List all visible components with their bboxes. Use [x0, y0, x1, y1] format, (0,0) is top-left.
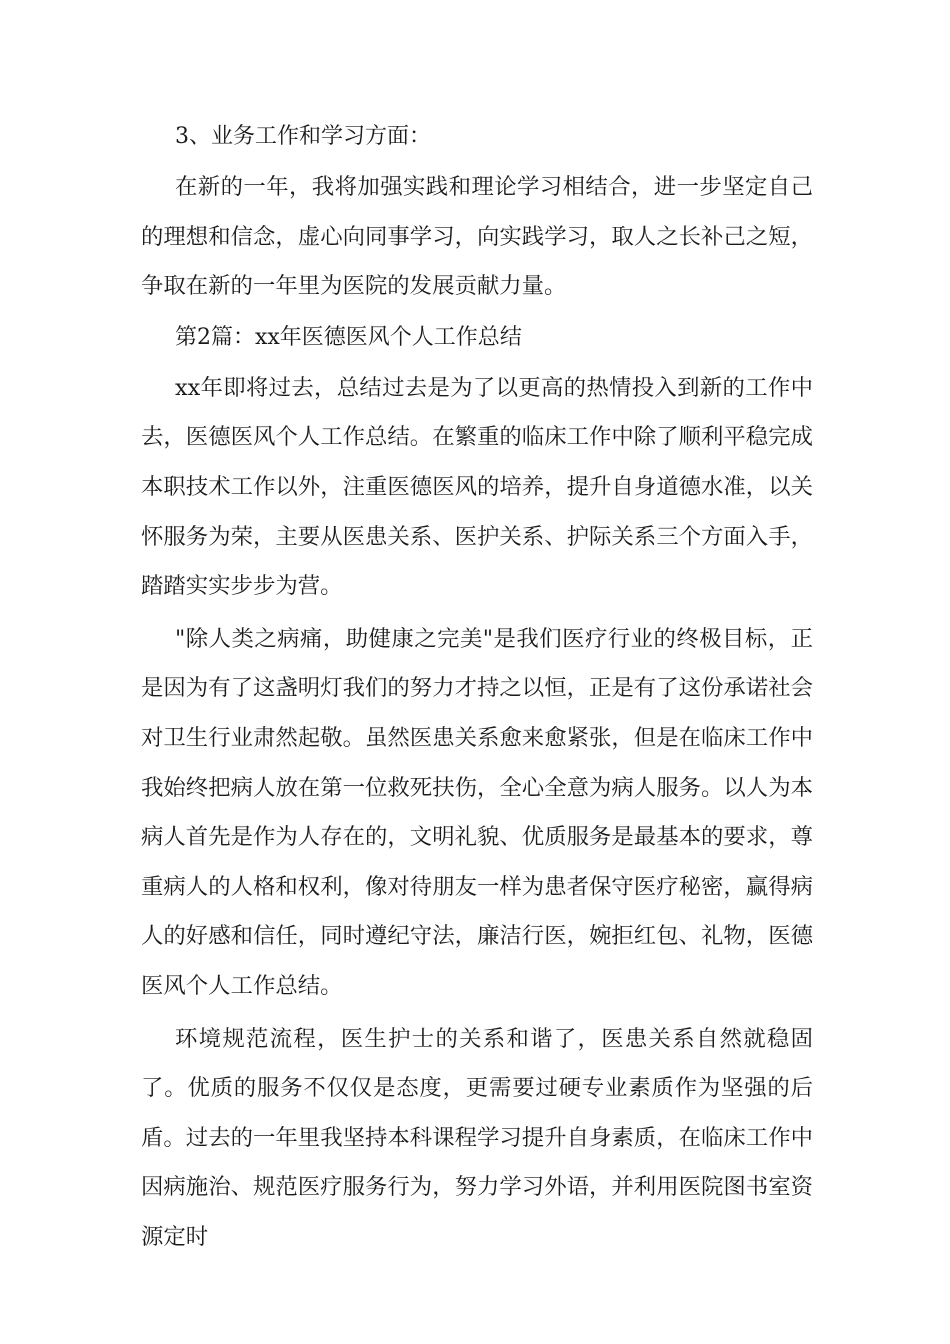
paragraph-2: xx年即将过去，总结过去是为了以更高的热情投入到新的工作中去，医德医风个人工作总结。在繁重的临床工作中除了顺利平稳完成本职技术工作以外，注重医德医风的培养，提升自身道德水准，以关怀服务为荣，主要从医患关系、医护关系、护际关系三个方面入手，踏踏实实步步为营。	[141, 374, 813, 600]
paragraph-3: "除人类之病痛，助健康之完美"是我们医疗行业的终极目标，正是因为有了这盏明灯我们的努力才持之以恒，正是有了这份承诺社会对卫生行业肃然起敬。虽然医患关系愈来愈紧张，但是在临床工作中我始终把病人放在第一位救死扶伤，全心全意为病人服务。以人为本病人首先是作为人存在的，文明礼貌、优质服务是最基本的要求，尊重病人的人格和权利，像对待朋友一样为患者保守医疗秘密，赢得病人的好感和信任，同时遵纪守法，廉洁行医，婉拒红包、礼物，医德医风个人工作总结。	[141, 625, 813, 999]
article-title: 第2篇：xx年医德医风个人工作总结	[175, 324, 522, 350]
paragraph-4: 环境规范流程，医生护士的关系和谐了，医患关系自然就稳固了。优质的服务不仅仅是态度，更需要过硬专业素质作为坚强的后盾。过去的一年里我坚持本科课程学习提升自身素质，在临床工作中因病施治、规范医疗服务行为，努力学习外语，并利用医院图书室资源定时	[141, 1025, 813, 1250]
section-heading: 3、业务工作和学习方面：	[175, 124, 431, 149]
paragraph-1: 在新的一年，我将加强实践和理论学习相结合，进一步坚定自己的理想和信念，虚心向同事学习，向实践学习，取人之长补己之短，争取在新的一年里为医院的发展贡献力量。	[141, 174, 813, 300]
document-page	[141, 112, 813, 1262]
